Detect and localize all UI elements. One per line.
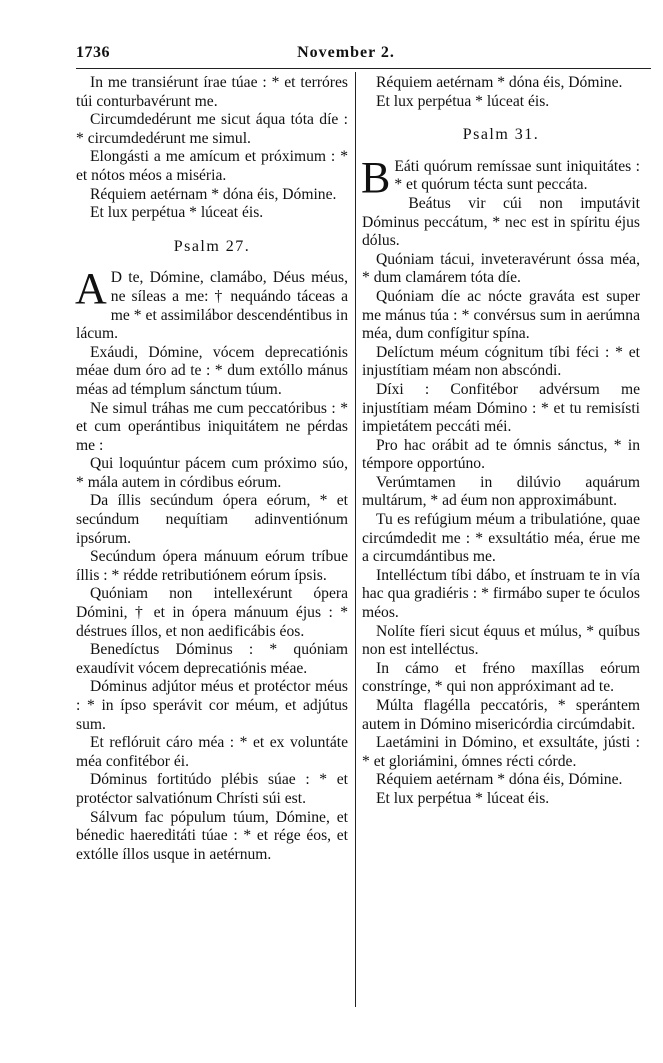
verse: Dóminus fortitúdo plébis súae : * et protéctor salvatiónum Chrísti súi est.	[76, 771, 348, 807]
verse: Nolíte fíeri sicut équus et múlus, * quíbus non est intelléctus.	[362, 622, 640, 659]
right-column	[362, 74, 640, 809]
verse: Réquiem aetérnam * dóna éis, Dómine.	[90, 185, 337, 203]
verse: Réquiem aetérnam * dóna éis, Dómine.	[376, 771, 623, 789]
header-rule	[76, 68, 651, 69]
verse: Díxi : Confitébor advérsum me injustítiam méam Dómino : * et tu remisísti impietátem peccáti méi.	[362, 380, 640, 436]
left-verses-b	[76, 344, 348, 865]
verse: Benedíctus Dóminus : * quóniam exaudívit vócem deprecatiónis méae.	[76, 641, 348, 677]
verse: In cámo et fréno maxíllas eórum constrínge, * qui non appróximant ad te.	[362, 659, 640, 696]
left-column	[76, 74, 348, 864]
drop-cap: A	[75, 264, 107, 314]
verse: Réquiem aetérnam * dóna éis, Dómine.	[376, 74, 623, 91]
verse: Quóniam tácui, inveteravérunt óssa méa, * dum clamárem tóta díe.	[362, 250, 640, 287]
psalm-title: Psalm 27.	[173, 237, 251, 255]
verse: Circumdedérunt me sicut áqua tóta díe : * circumdedérunt me simul.	[76, 111, 348, 147]
verse: Secúndum ópera mánuum eórum tríbue íllis : * rédde retributiónem eórum ípsis.	[76, 548, 348, 584]
column-divider	[355, 72, 356, 1007]
verse: Sálvum fac pópulum túum, Dómine, et bénedic haereditáti túae : * et rége éos, et extólle íllos usque in aetérnum.	[76, 808, 348, 863]
verse: Exáudi, Dómine, vócem deprecatiónis méae dum óro ad te : * dum extóllo mánus méas ad témplum sánctum túum.	[76, 343, 348, 398]
verse: Qui loquúntur pácem cum próximo súo, * mála autem in córdibus eórum.	[76, 455, 348, 491]
verse: Ne simul tráhas me cum peccatóribus : * et cum operántibus iniquitátem ne pérdas me :	[76, 399, 348, 454]
opening-verse-text: Eáti quórum remíssae sunt iniquitátes : * et quórum técta sunt peccáta.	[394, 157, 640, 194]
psalm-opening-verse	[75, 264, 348, 343]
verse: Et lux perpétua * lúceat éis.	[376, 789, 550, 807]
verse: Laetámini in Dómino, et exsultáte, jústi : * et gloriámini, ómnes récti córde.	[362, 734, 640, 770]
verse: Et lux perpétua * lúceat éis.	[90, 204, 264, 222]
verse: Et lux perpétua * lúceat éis.	[376, 92, 550, 110]
verse: Et reflóruit cáro méa : * et ex voluntáte méa confitébor éi.	[76, 734, 348, 770]
psalm-opening-verse	[361, 152, 640, 202]
psalm-title: Psalm 31.	[462, 126, 540, 144]
left-verses-a	[76, 74, 348, 223]
page-header	[76, 44, 616, 66]
verse: Beátus vir cúi non imputávit Dóminus peccátum, * nec est in spíritu éjus dólus.	[362, 194, 640, 250]
verse: Verúmtamen in dilúvio aquárum multárum, * ad éum non approximábunt.	[362, 473, 640, 510]
verse: Múlta flagélla peccatóris, * sperántem autem in Dómino misericórdia circúmdabit.	[362, 697, 640, 733]
page-number: 1736	[76, 44, 110, 61]
opening-verse-text: D te, Dómine, clamábo, Déus méus, ne síleas a me: † nequándo táceas a me * et assimilábor descendéntibus in lácum.	[76, 269, 348, 343]
verse: Da íllis secúndum ópera eórum, * et secúndum nequítiam adinventiónum ipsórum.	[76, 492, 348, 547]
verse: Pro hac orábit ad te ómnis sánctus, * in témpore opportúno.	[362, 436, 640, 473]
drop-cap: B	[361, 152, 391, 202]
verse: Intelléctum tíbi dábo, et ínstruam te in vía hac qua gradiéris : * firmábo super te óculos méos.	[362, 566, 640, 622]
verse: Tu es refúgium méum a tribulatióne, quae circúmdedit me : * exsultátio méa, érue me a circumdántibus me.	[362, 511, 640, 566]
running-title: November 2.	[297, 44, 395, 61]
verse: In me transiérunt írae túae : * et terróres túi conturbavérunt me.	[76, 74, 348, 110]
verse: Quóniam non intellexérunt ópera Dómini, † et in ópera mánuum éjus : * déstrues íllos, et non aedificábis éos.	[76, 585, 348, 640]
verse: Quóniam díe ac nócte graváta est super me mánus túa : * convérsus sum in aerúmna méa, dum confígitur spína.	[362, 287, 640, 343]
verse: Delíctum méum cógnitum tíbi féci : * et injustítiam méam non abscóndi.	[362, 343, 640, 380]
verse: Dóminus adjútor méus et protéctor méus : * in ípso sperávit cor méum, et adjútus sum.	[76, 678, 348, 733]
verse: Elongásti a me amícum et próximum : * et nótos méos a miséria.	[76, 148, 348, 184]
right-verses-a	[362, 74, 640, 111]
right-verses-b	[362, 195, 640, 809]
